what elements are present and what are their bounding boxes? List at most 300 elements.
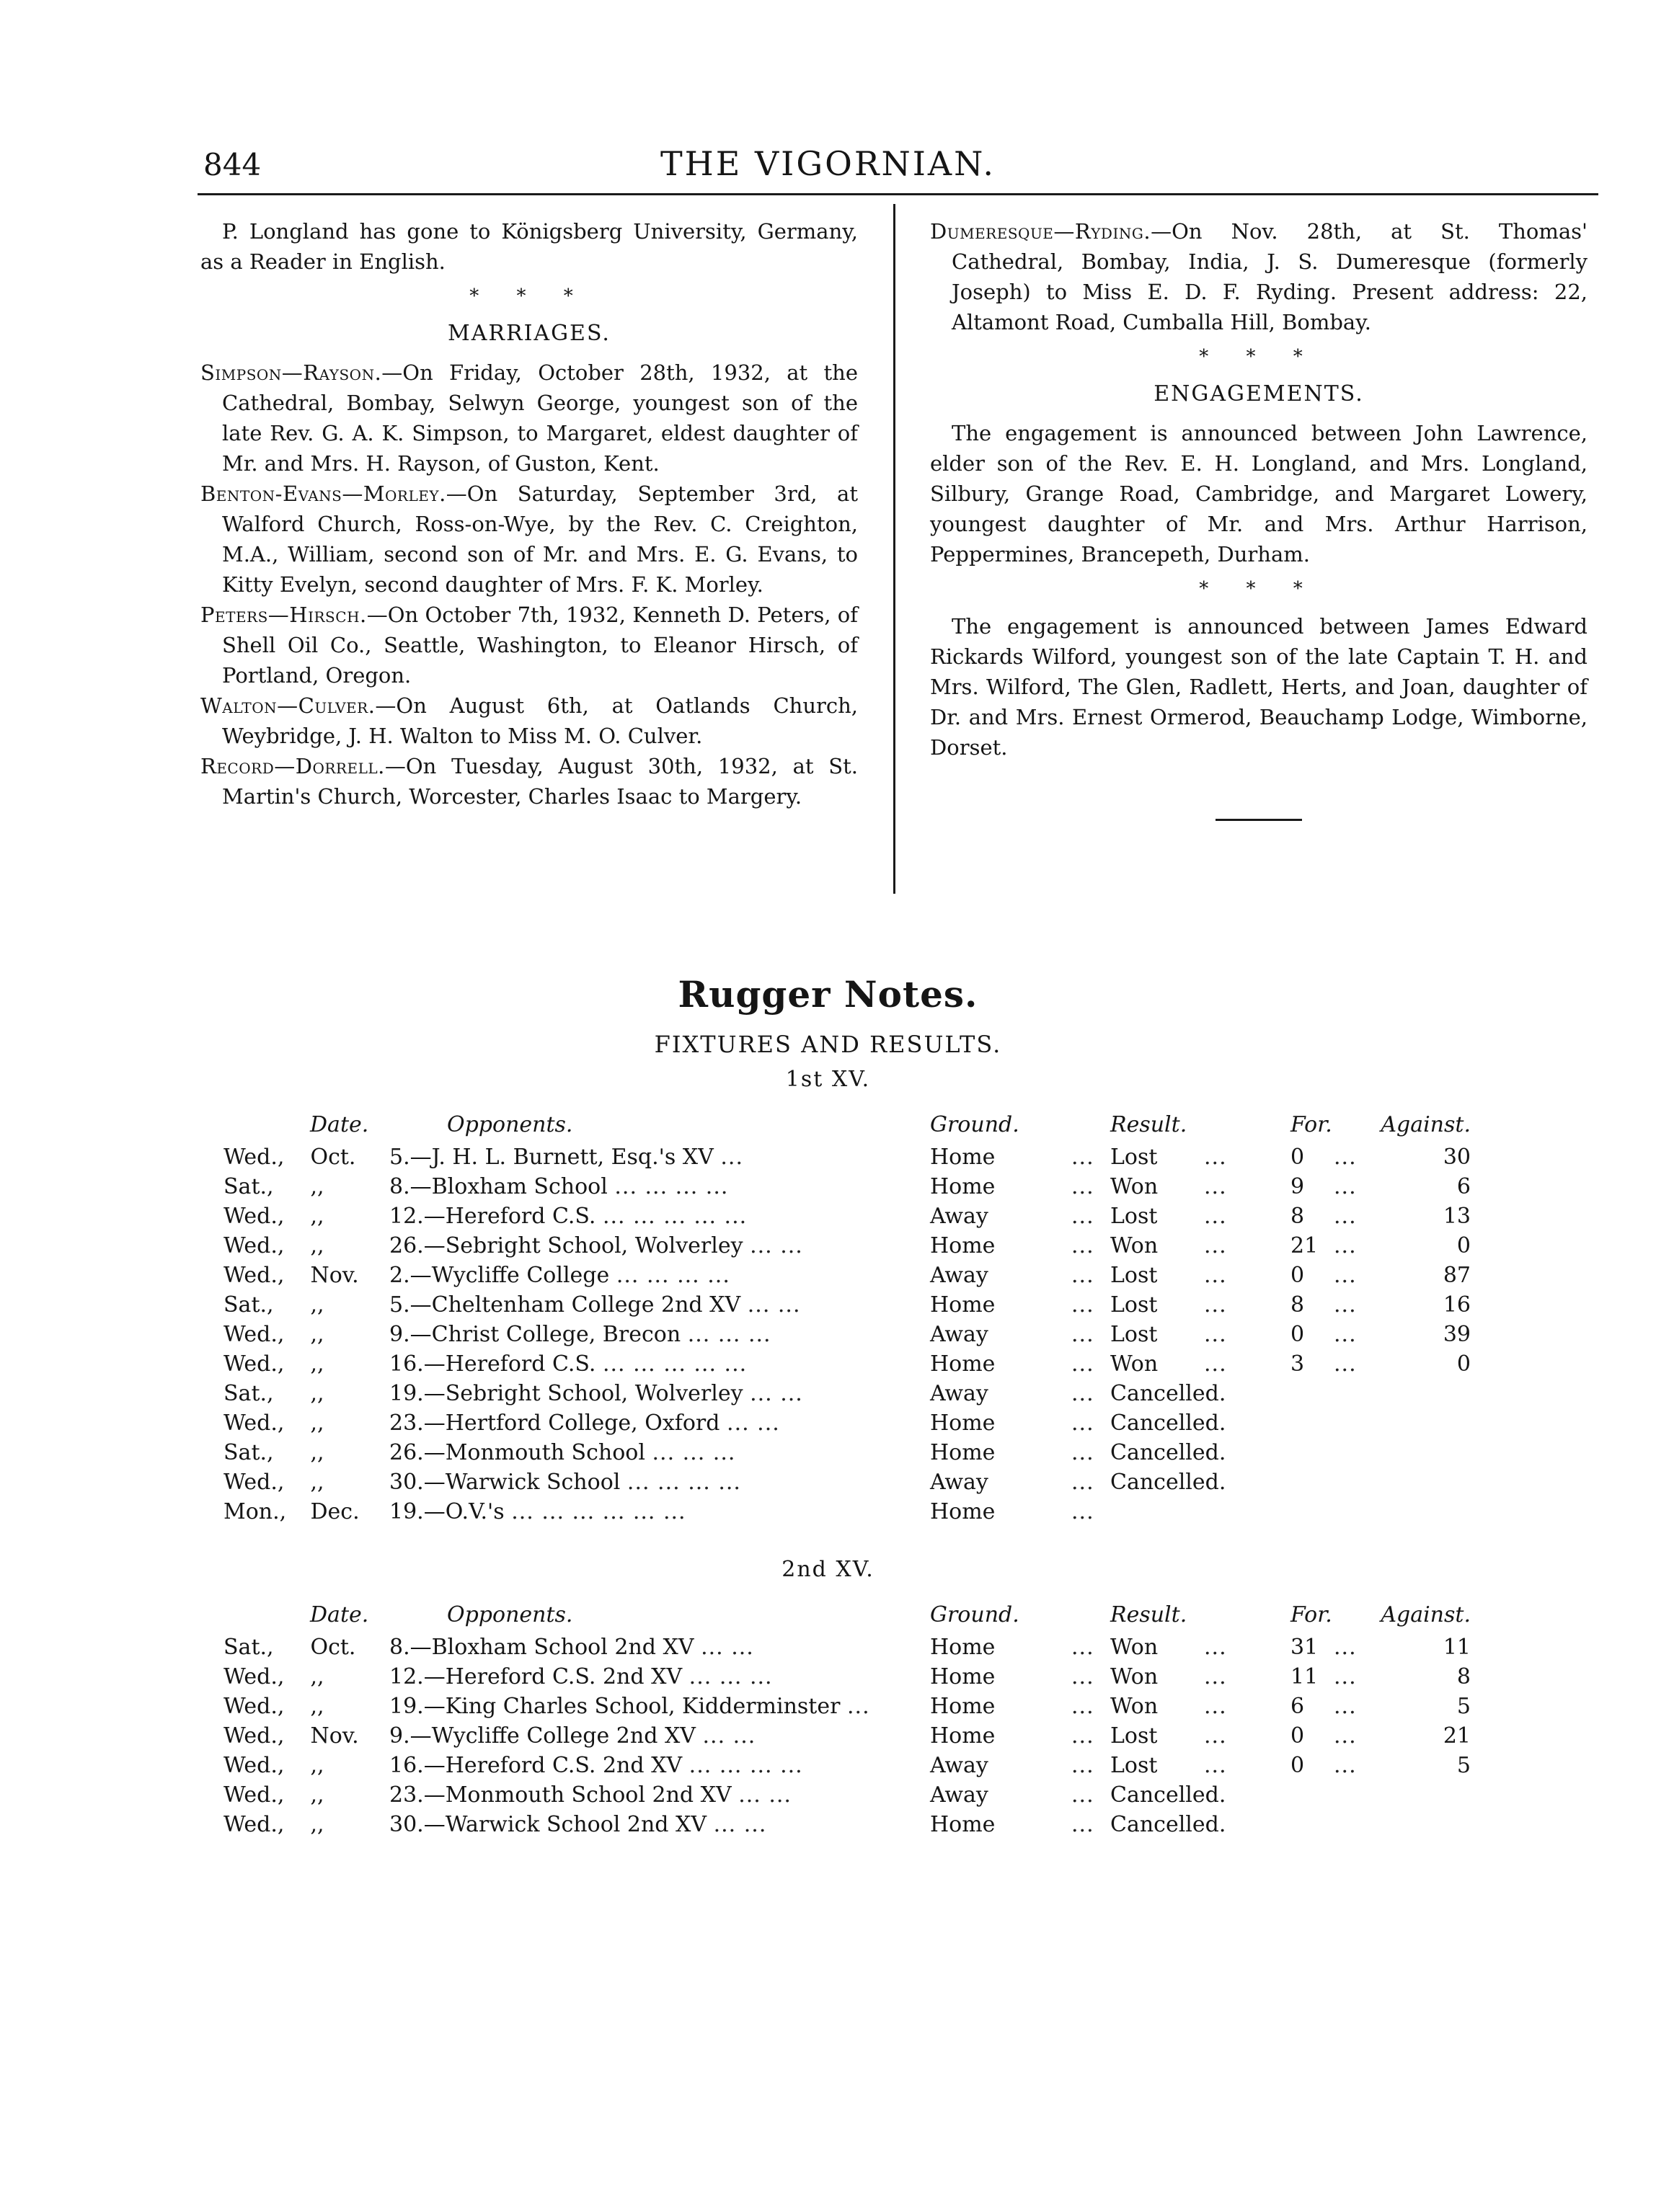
- fixture-month: ,,: [310, 1753, 324, 1778]
- opponent-name: 23.—Hertford College, Oxford: [389, 1411, 720, 1436]
- fixture-against: 11: [1443, 1635, 1471, 1660]
- result-value: Won: [1110, 1635, 1159, 1660]
- fixture-result: [1110, 1780, 1290, 1810]
- fixture-against: 30: [1443, 1145, 1471, 1170]
- longland-note: P. Longland has gone to Königsberg University, Germany, as a Reader in English.: [200, 219, 858, 274]
- leader-dots: ... ... ... ... ... ...: [511, 1499, 686, 1524]
- fixture-month: ,,: [310, 1694, 324, 1719]
- leader-dots: ...: [1071, 1174, 1094, 1199]
- col-ground: Ground.: [930, 1111, 1019, 1137]
- leader-dots: ... ... ...: [687, 1322, 771, 1347]
- fixture-against: 39: [1443, 1322, 1471, 1347]
- fixture-opponent: [389, 1467, 921, 1497]
- leader-dots: ...: [1071, 1233, 1094, 1258]
- ground-value: Away: [930, 1204, 988, 1229]
- opponent-name: 30.—Warwick School 2nd XV: [389, 1812, 707, 1837]
- opponent-name: 19.—King Charles School, Kidderminster: [389, 1694, 841, 1719]
- marriage-names: Record—Dorrell.: [200, 754, 385, 778]
- fixture-for: [1290, 1467, 1377, 1497]
- fixture-result: [1110, 1172, 1290, 1202]
- fixture-against: 8: [1456, 1664, 1471, 1689]
- marriage-names: Peters—Hirsch.: [200, 603, 367, 627]
- leader-dots: ...: [1334, 1292, 1357, 1318]
- ground-value: Home: [930, 1292, 996, 1318]
- fixture-ground: [921, 1261, 1110, 1290]
- fixture-against: [1377, 1810, 1471, 1839]
- fixture-opponent: [389, 1379, 921, 1408]
- marriage-entry: [930, 216, 1588, 337]
- fixture-against: 6: [1456, 1174, 1471, 1199]
- fixture-opponent: [389, 1231, 921, 1261]
- result-value: Lost: [1110, 1723, 1158, 1749]
- fixture-ground: [921, 1721, 1110, 1751]
- leader-dots: ...: [1204, 1322, 1227, 1347]
- fixture-day: Wed.,: [223, 1351, 285, 1377]
- fixture-row: [223, 1349, 1471, 1379]
- leader-dots: ...: [1334, 1145, 1357, 1170]
- fixture-day: Wed.,: [223, 1753, 285, 1778]
- leader-dots: ... ... ... ...: [688, 1753, 803, 1778]
- ground-value: Home: [930, 1351, 996, 1377]
- fixture-ground: [921, 1780, 1110, 1810]
- fixture-for: [1290, 1290, 1377, 1320]
- fixture-row: [223, 1142, 1471, 1172]
- opponent-name: 23.—Monmouth School 2nd XV: [389, 1782, 732, 1808]
- opponent-name: 26.—Monmouth School: [389, 1440, 645, 1465]
- col-opponents: Opponents.: [447, 1602, 573, 1627]
- ground-value: Home: [930, 1723, 996, 1749]
- result-value: Won: [1110, 1233, 1159, 1258]
- fixture-for: [1290, 1231, 1377, 1261]
- fixture-row: [223, 1172, 1471, 1202]
- col-ground: Ground.: [930, 1602, 1019, 1627]
- leader-dots: ... ... ... ...: [616, 1263, 730, 1288]
- fixture-result: [1110, 1142, 1290, 1172]
- end-rule: [1216, 819, 1302, 821]
- opponent-name: 8.—Bloxham School 2nd XV: [389, 1635, 694, 1660]
- fixture-ground: [921, 1692, 1110, 1721]
- fixture-for: [1290, 1721, 1377, 1751]
- leader-dots: ...: [1071, 1499, 1094, 1524]
- fixture-day: Wed.,: [223, 1812, 285, 1837]
- fixture-for: [1290, 1438, 1377, 1467]
- fixture-for: [1290, 1408, 1377, 1438]
- fixture-for: [1290, 1810, 1377, 1839]
- leader-dots: ...: [1071, 1782, 1094, 1808]
- fixture-result: [1110, 1408, 1290, 1438]
- fixture-for: [1290, 1320, 1377, 1349]
- fixture-ground: [921, 1142, 1110, 1172]
- leader-dots: ...: [1334, 1204, 1357, 1229]
- leader-dots: ...: [1071, 1812, 1094, 1837]
- table-header-row: [223, 1106, 1471, 1142]
- fixture-row: [223, 1692, 1471, 1721]
- col-date: Date.: [310, 1602, 369, 1627]
- ground-value: Home: [930, 1411, 996, 1436]
- leader-dots: ...: [1204, 1263, 1227, 1288]
- fixture-month: ,,: [310, 1411, 324, 1436]
- result-value: Lost: [1110, 1204, 1158, 1229]
- opponent-name: 5.—Cheltenham College 2nd XV: [389, 1292, 741, 1318]
- stars-separator: * * *: [1199, 578, 1319, 600]
- ground-value: Away: [930, 1381, 988, 1406]
- fixture-row: [223, 1379, 1471, 1408]
- fixture-for: [1290, 1379, 1377, 1408]
- leader-dots: ...: [1071, 1470, 1094, 1495]
- leader-dots: ...: [1204, 1233, 1227, 1258]
- for-value: 11: [1290, 1664, 1319, 1689]
- for-value: 21: [1290, 1233, 1319, 1258]
- fixture-row: [223, 1780, 1471, 1810]
- header-rule: [198, 193, 1598, 195]
- fixture-month: Oct.: [310, 1145, 356, 1170]
- leader-dots: ...: [1204, 1174, 1227, 1199]
- leader-dots: ...: [1334, 1174, 1357, 1199]
- opponent-name: 12.—Hereford C.S. 2nd XV: [389, 1664, 683, 1689]
- fixture-for: [1290, 1497, 1377, 1527]
- marriage-text: —On Saturday, September 3rd, at Walford Church, Ross-on-Wye, by the Rev. C. Creighton, M.A., William, second son of Mr. and Mrs. E. G. Evans, to Kitty Evelyn, second daughter of Mrs. F. K. Morley.: [222, 481, 858, 597]
- fixture-month: ,,: [310, 1664, 324, 1689]
- fixture-day: Wed.,: [223, 1723, 285, 1749]
- fixture-row: [223, 1662, 1471, 1692]
- fixture-against: [1377, 1438, 1471, 1467]
- leader-dots: ...: [1204, 1723, 1227, 1749]
- opponent-name: 16.—Hereford C.S.: [389, 1351, 596, 1377]
- fixture-opponent: [389, 1320, 921, 1349]
- fixture-ground: [921, 1290, 1110, 1320]
- fixture-day: Wed.,: [223, 1470, 285, 1495]
- fixture-against: 0: [1456, 1233, 1471, 1258]
- fixture-against: 16: [1443, 1292, 1471, 1318]
- leader-dots: ...: [1334, 1263, 1357, 1288]
- fixture-ground: [921, 1349, 1110, 1379]
- right-column: [930, 216, 1588, 821]
- fixture-day: Wed.,: [223, 1233, 285, 1258]
- ground-value: Home: [930, 1499, 996, 1524]
- opponent-name: 26.—Sebright School, Wolverley: [389, 1233, 743, 1258]
- fixture-month: Nov.: [310, 1723, 359, 1749]
- leader-dots: ...: [1204, 1351, 1227, 1377]
- fixture-day: Sat.,: [223, 1635, 274, 1660]
- result-value: Cancelled.: [1110, 1440, 1226, 1465]
- opponent-name: 30.—Warwick School: [389, 1470, 621, 1495]
- fixture-opponent: [389, 1290, 921, 1320]
- leader-dots: ...: [1334, 1753, 1357, 1778]
- for-value: 31: [1290, 1635, 1319, 1660]
- fixture-opponent: [389, 1692, 921, 1721]
- ground-value: Home: [930, 1812, 996, 1837]
- ground-value: Home: [930, 1440, 996, 1465]
- leader-dots: ...: [1334, 1635, 1357, 1660]
- ground-value: Home: [930, 1664, 996, 1689]
- fixture-row: [223, 1290, 1471, 1320]
- fixture-month: ,,: [310, 1233, 324, 1258]
- engagements-heading: ENGAGEMENTS.: [1154, 381, 1364, 407]
- leader-dots: ...: [1334, 1233, 1357, 1258]
- leader-dots: ... ...: [702, 1723, 756, 1749]
- col-result: Result.: [1110, 1602, 1187, 1627]
- fixture-day: Wed.,: [223, 1322, 285, 1347]
- col-against: Against.: [1381, 1602, 1471, 1627]
- marriage-names: Walton—Culver.: [200, 693, 376, 718]
- result-value: Won: [1110, 1174, 1159, 1199]
- leader-dots: ...: [1071, 1381, 1094, 1406]
- marriage-entry: [200, 690, 858, 751]
- col-opponents: Opponents.: [447, 1111, 573, 1137]
- first-xv-table: [223, 1106, 1471, 1527]
- fixtures-heading: FIXTURES AND RESULTS.: [654, 1031, 1002, 1058]
- fixture-result: [1110, 1810, 1290, 1839]
- leader-dots: ... ... ... ...: [626, 1470, 741, 1495]
- fixture-opponent: [389, 1751, 921, 1780]
- leader-dots: ...: [1204, 1292, 1227, 1318]
- leader-dots: ...: [1071, 1694, 1094, 1719]
- engagement-entry: The engagement is announced between James Edward Rickards Wilford, youngest son of the late Captain T. H. and Mrs. Wilford, The Glen, Radlett, Herts, and Joan, daughter of Dr. and Mrs. Ernest Ormerod, Beauchamp Lodge, Wimborne, Dorset.: [930, 614, 1588, 760]
- fixture-for: [1290, 1633, 1377, 1662]
- marriages-heading: MARRIAGES.: [448, 321, 611, 346]
- ground-value: Away: [930, 1753, 988, 1778]
- marriage-entry: [200, 751, 858, 812]
- fixture-ground: [921, 1497, 1110, 1527]
- fixture-ground: [921, 1379, 1110, 1408]
- leader-dots: ...: [1334, 1664, 1357, 1689]
- fixture-day: Wed.,: [223, 1782, 285, 1808]
- leader-dots: ...: [1071, 1440, 1094, 1465]
- opponent-name: 9.—Wycliffe College 2nd XV: [389, 1723, 696, 1749]
- opponent-name: 12.—Hereford C.S.: [389, 1204, 596, 1229]
- fixture-opponent: [389, 1497, 921, 1527]
- ground-value: Away: [930, 1263, 988, 1288]
- result-value: Cancelled.: [1110, 1782, 1226, 1808]
- leader-dots: ... ...: [747, 1292, 801, 1318]
- fixture-for: [1290, 1662, 1377, 1692]
- leader-dots: ... ... ... ... ...: [602, 1204, 748, 1229]
- leader-dots: ...: [1071, 1351, 1094, 1377]
- fixture-row: [223, 1467, 1471, 1497]
- fixture-row: [223, 1438, 1471, 1467]
- col-result: Result.: [1110, 1111, 1187, 1137]
- fixture-for: [1290, 1261, 1377, 1290]
- leader-dots: ...: [720, 1145, 743, 1170]
- result-value: Cancelled.: [1110, 1411, 1226, 1436]
- fixture-result: [1110, 1467, 1290, 1497]
- leader-dots: ...: [1071, 1635, 1094, 1660]
- result-value: Lost: [1110, 1263, 1158, 1288]
- fixture-for: [1290, 1751, 1377, 1780]
- fixture-ground: [921, 1633, 1110, 1662]
- for-value: 8: [1290, 1292, 1305, 1318]
- fixture-against: [1377, 1467, 1471, 1497]
- fixture-month: ,,: [310, 1292, 324, 1318]
- fixture-result: [1110, 1633, 1290, 1662]
- result-value: Cancelled.: [1110, 1812, 1226, 1837]
- fixture-ground: [921, 1408, 1110, 1438]
- fixture-day: Sat.,: [223, 1381, 274, 1406]
- fixture-month: Dec.: [310, 1499, 360, 1524]
- fixture-day: Mon.,: [223, 1499, 287, 1524]
- marriage-entry: [200, 600, 858, 690]
- fixture-opponent: [389, 1662, 921, 1692]
- leader-dots: ...: [1204, 1753, 1227, 1778]
- fixture-month: ,,: [310, 1381, 324, 1406]
- ground-value: Home: [930, 1145, 996, 1170]
- fixture-ground: [921, 1320, 1110, 1349]
- leader-dots: ...: [1071, 1145, 1094, 1170]
- fixture-result: [1110, 1320, 1290, 1349]
- ground-value: Home: [930, 1694, 996, 1719]
- fixture-result: [1110, 1379, 1290, 1408]
- page-number: 844: [203, 147, 262, 182]
- marriage-names: Dumeresque—Ryding.: [930, 219, 1151, 244]
- fixture-opponent: [389, 1721, 921, 1751]
- ground-value: Away: [930, 1470, 988, 1495]
- fixture-opponent: [389, 1142, 921, 1172]
- stars-separator: * * *: [1199, 346, 1319, 368]
- leader-dots: ...: [1071, 1263, 1094, 1288]
- for-value: 8: [1290, 1204, 1305, 1229]
- result-value: Lost: [1110, 1753, 1158, 1778]
- opponent-name: 19.—Sebright School, Wolverley: [389, 1381, 743, 1406]
- marriage-text: —On August 6th, at Oatlands Church, Weybridge, J. H. Walton to Miss M. O. Culver.: [222, 693, 858, 748]
- leader-dots: ...: [1204, 1145, 1227, 1170]
- fixture-ground: [921, 1810, 1110, 1839]
- fixture-result: [1110, 1290, 1290, 1320]
- fixture-row: [223, 1633, 1471, 1662]
- marriage-entry: [200, 357, 858, 479]
- fixture-day: Wed.,: [223, 1664, 285, 1689]
- fixture-ground: [921, 1231, 1110, 1261]
- fixture-row: [223, 1497, 1471, 1527]
- fixture-result: [1110, 1721, 1290, 1751]
- fixture-month: ,,: [310, 1470, 324, 1495]
- ground-value: Home: [930, 1174, 996, 1199]
- leader-dots: ...: [1204, 1204, 1227, 1229]
- col-date: Date.: [310, 1111, 369, 1137]
- fixture-day: Sat.,: [223, 1174, 274, 1199]
- fixture-month: ,,: [310, 1812, 324, 1837]
- leader-dots: ...: [1071, 1292, 1094, 1318]
- fixture-opponent: [389, 1633, 921, 1662]
- running-head: THE VIGORNIAN.: [660, 144, 996, 183]
- fixture-against: [1377, 1780, 1471, 1810]
- fixture-for: [1290, 1172, 1377, 1202]
- fixture-row: [223, 1261, 1471, 1290]
- leader-dots: ...: [1204, 1664, 1227, 1689]
- marriage-text: —On Nov. 28th, at St. Thomas' Cathedral, Bombay, India, J. S. Dumeresque (formerly Joseph) to Miss E. D. F. Ryding. Present address: 22, Altamont Road, Cumballa Hill, Bombay.: [952, 219, 1588, 334]
- marriage-entry: [200, 479, 858, 600]
- fixture-month: ,,: [310, 1174, 324, 1199]
- leader-dots: ...: [1204, 1694, 1227, 1719]
- for-value: 0: [1290, 1753, 1305, 1778]
- fixture-day: Wed.,: [223, 1694, 285, 1719]
- for-value: 6: [1290, 1694, 1305, 1719]
- ground-value: Away: [930, 1322, 988, 1347]
- result-value: Lost: [1110, 1322, 1158, 1347]
- fixture-against: 87: [1443, 1263, 1471, 1288]
- fixture-month: ,,: [310, 1782, 324, 1808]
- fixture-opponent: [389, 1202, 921, 1231]
- fixture-ground: [921, 1172, 1110, 1202]
- fixture-month: ,,: [310, 1322, 324, 1347]
- marriage-text: —On Tuesday, August 30th, 1932, at St. Martin's Church, Worcester, Charles Isaac to Margery.: [222, 754, 858, 809]
- fixture-row: [223, 1408, 1471, 1438]
- marriage-names: Benton-Evans—Morley.: [200, 481, 446, 506]
- second-xv-table: [223, 1596, 1471, 1839]
- for-value: 0: [1290, 1145, 1305, 1170]
- fixture-opponent: [389, 1349, 921, 1379]
- fixture-against: 5: [1456, 1694, 1471, 1719]
- for-value: 3: [1290, 1351, 1305, 1377]
- leader-dots: ...: [1071, 1204, 1094, 1229]
- leader-dots: ... ...: [738, 1782, 792, 1808]
- second-xv-heading: 2nd XV.: [781, 1557, 875, 1582]
- result-value: Lost: [1110, 1145, 1158, 1170]
- fixture-ground: [921, 1467, 1110, 1497]
- fixture-day: Wed.,: [223, 1411, 285, 1436]
- for-value: 0: [1290, 1263, 1305, 1288]
- for-value: 9: [1290, 1174, 1305, 1199]
- fixture-row: [223, 1751, 1471, 1780]
- leader-dots: ...: [1334, 1322, 1357, 1347]
- fixture-opponent: [389, 1810, 921, 1839]
- fixture-result: [1110, 1349, 1290, 1379]
- marriage-text: —On Friday, October 28th, 1932, at the Cathedral, Bombay, Selwyn George, youngest son of the late Rev. G. A. K. Simpson, to Margaret, eldest daughter of Mr. and Mrs. H. Rayson, of Guston, Kent.: [222, 360, 858, 476]
- fixture-ground: [921, 1438, 1110, 1467]
- fixture-for: [1290, 1780, 1377, 1810]
- fixture-ground: [921, 1751, 1110, 1780]
- fixture-day: Wed.,: [223, 1204, 285, 1229]
- leader-dots: ...: [1071, 1322, 1094, 1347]
- leader-dots: ... ... ...: [688, 1664, 773, 1689]
- left-column: [200, 216, 858, 812]
- engagement-entry: The engagement is announced between John Lawrence, elder son of the Rev. E. H. Longland, and Mrs. Longland, Silbury, Grange Road, Cambridge, and Margaret Lowery, youngest daughter of Mr. and Mrs. Arthur Harrison, Peppermines, Brancepeth, Durham.: [930, 421, 1588, 567]
- ground-value: Home: [930, 1635, 996, 1660]
- fixture-for: [1290, 1692, 1377, 1721]
- fixture-for: [1290, 1202, 1377, 1231]
- fixture-opponent: [389, 1780, 921, 1810]
- fixture-month: Nov.: [310, 1263, 359, 1288]
- for-value: 0: [1290, 1322, 1305, 1347]
- fixture-result: [1110, 1202, 1290, 1231]
- fixture-against: 0: [1456, 1351, 1471, 1377]
- result-value: Won: [1110, 1694, 1159, 1719]
- fixture-day: Wed.,: [223, 1145, 285, 1170]
- fixture-against: 21: [1443, 1723, 1471, 1749]
- leader-dots: ...: [1334, 1694, 1357, 1719]
- fixture-against: 13: [1443, 1204, 1471, 1229]
- column-divider: [893, 204, 895, 894]
- fixture-opponent: [389, 1438, 921, 1467]
- leader-dots: ... ...: [701, 1635, 754, 1660]
- fixture-result: [1110, 1438, 1290, 1467]
- result-value: Cancelled.: [1110, 1381, 1226, 1406]
- fixture-row: [223, 1202, 1471, 1231]
- fixture-against: [1377, 1379, 1471, 1408]
- fixture-row: [223, 1721, 1471, 1751]
- leader-dots: ... ...: [713, 1812, 767, 1837]
- fixture-for: [1290, 1142, 1377, 1172]
- fixture-opponent: [389, 1172, 921, 1202]
- fixture-row: [223, 1320, 1471, 1349]
- fixture-day: Wed.,: [223, 1263, 285, 1288]
- fixture-against: [1377, 1497, 1471, 1527]
- table-header-row: [223, 1596, 1471, 1633]
- opponent-name: 5.—J. H. L. Burnett, Esq.'s XV: [389, 1145, 714, 1170]
- leader-dots: ...: [1071, 1411, 1094, 1436]
- fixture-result: [1110, 1497, 1290, 1527]
- opponent-name: 2.—Wycliffe College: [389, 1263, 610, 1288]
- leader-dots: ... ... ...: [652, 1440, 736, 1465]
